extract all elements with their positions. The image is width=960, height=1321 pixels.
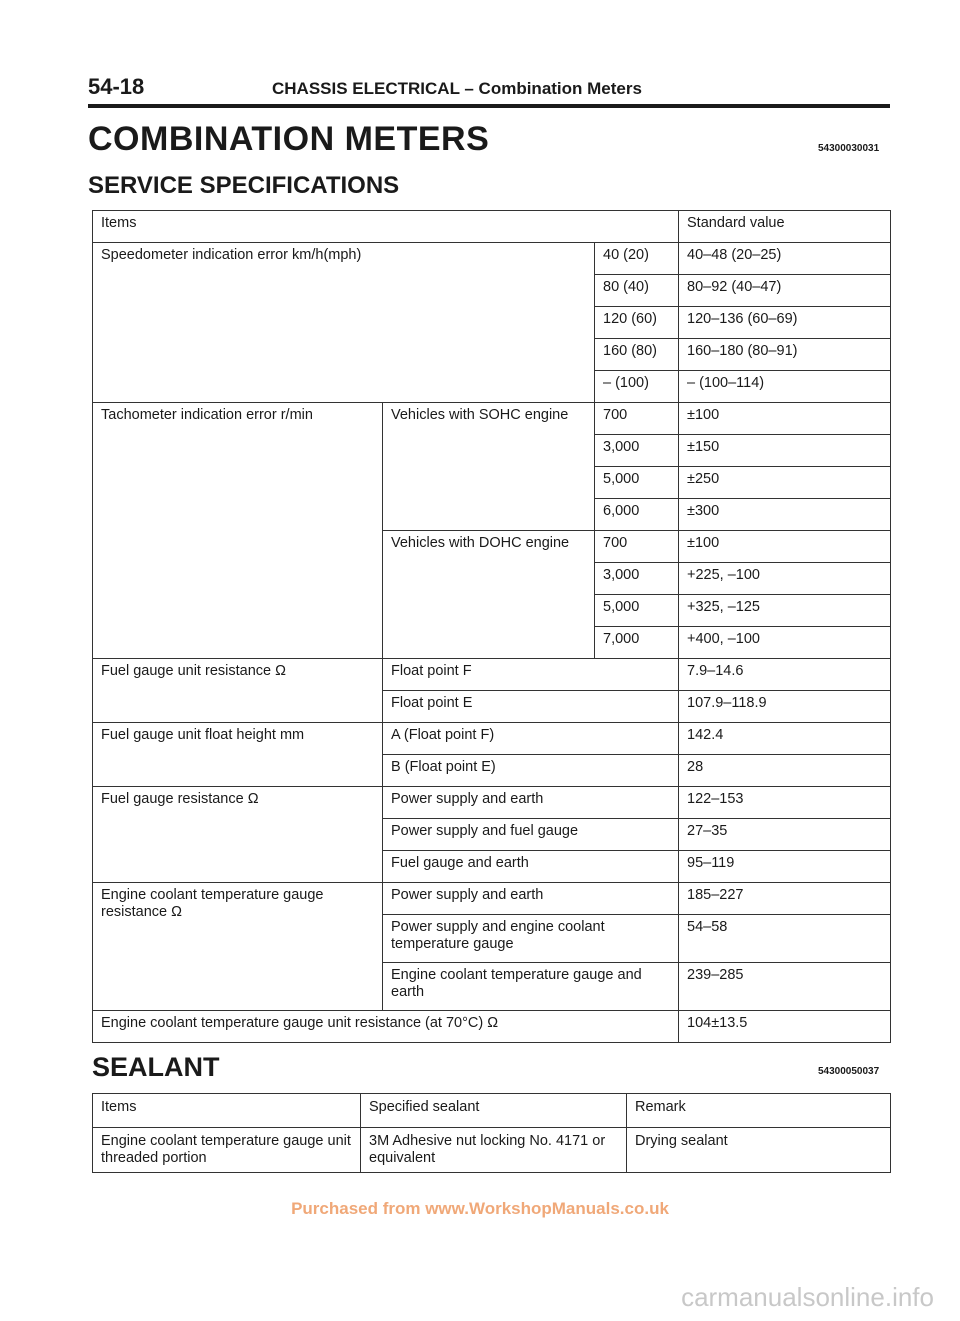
cell: 700	[595, 531, 679, 563]
sealant-title: SEALANT	[92, 1052, 220, 1082]
header-remark: Remark	[627, 1094, 891, 1128]
cell: 6,000	[595, 499, 679, 531]
table-header-row	[93, 1094, 891, 1128]
cell: 54–58	[679, 915, 891, 963]
cell: ±100	[679, 531, 891, 563]
cell: 3M Adhesive nut locking No. 4171 or equivalent	[361, 1128, 627, 1173]
dohc-label: Vehicles with DOHC engine	[383, 531, 595, 659]
table-row	[93, 403, 891, 435]
page-number: 54-18	[88, 74, 145, 99]
cell: Power supply and earth	[383, 883, 679, 915]
cell: ±300	[679, 499, 891, 531]
cell: B (Float point E)	[383, 755, 679, 787]
service-specifications-table	[92, 210, 891, 1043]
cell: Power supply and engine coolant temperature gauge	[383, 915, 679, 963]
table-row	[93, 659, 891, 691]
cell: 122–153	[679, 787, 891, 819]
cell: 80–92 (40–47)	[679, 275, 891, 307]
table-row	[93, 723, 891, 755]
cell: 104±13.5	[679, 1011, 891, 1043]
cell: 3,000	[595, 563, 679, 595]
cell: Float point F	[383, 659, 679, 691]
cell: +325, –125	[679, 595, 891, 627]
cell: 28	[679, 755, 891, 787]
tachometer-label: Tachometer indication error r/min	[93, 403, 383, 659]
cell: 142.4	[679, 723, 891, 755]
table-row	[93, 243, 891, 275]
cell: +400, –100	[679, 627, 891, 659]
cell: 107.9–118.9	[679, 691, 891, 723]
section-code: 54300030031	[818, 143, 880, 154]
cell: ±250	[679, 467, 891, 499]
cell: A (Float point F)	[383, 723, 679, 755]
cell: 185–227	[679, 883, 891, 915]
fuel-unit-resistance-label: Fuel gauge unit resistance Ω	[93, 659, 383, 723]
cell: 40–48 (20–25)	[679, 243, 891, 275]
cell: 120–136 (60–69)	[679, 307, 891, 339]
watermark-text: Purchased from www.WorkshopManuals.co.uk	[291, 1199, 669, 1218]
coolant-gauge-resistance-label: Engine coolant temperature gauge resistance Ω	[93, 883, 383, 1011]
header-specified-sealant: Specified sealant	[361, 1094, 627, 1128]
cell: – (100)	[595, 371, 679, 403]
cell: Drying sealant	[627, 1128, 891, 1173]
sohc-label: Vehicles with SOHC engine	[383, 403, 595, 531]
cell: 160–180 (80–91)	[679, 339, 891, 371]
footer-site-text: carmanualsonline.info	[681, 1282, 934, 1312]
section-title: COMBINATION METERS	[88, 120, 490, 158]
header-standard-value: Standard value	[679, 211, 891, 243]
cell: Power supply and earth	[383, 787, 679, 819]
cell: 27–35	[679, 819, 891, 851]
cell: – (100–114)	[679, 371, 891, 403]
cell: +225, –100	[679, 563, 891, 595]
cell: 3,000	[595, 435, 679, 467]
cell: ±100	[679, 403, 891, 435]
cell: Engine coolant temperature gauge and earth	[383, 963, 679, 1011]
table-row	[93, 1011, 891, 1043]
cell: ±150	[679, 435, 891, 467]
table-row	[93, 1128, 891, 1173]
cell: 5,000	[595, 467, 679, 499]
cell: 160 (80)	[595, 339, 679, 371]
fuel-gauge-resistance-label: Fuel gauge resistance Ω	[93, 787, 383, 883]
cell: 95–119	[679, 851, 891, 883]
cell: Float point E	[383, 691, 679, 723]
speedometer-label: Speedometer indication error km/h(mph)	[93, 243, 595, 403]
cell: 700	[595, 403, 679, 435]
sealant-table	[92, 1093, 891, 1173]
cell: Fuel gauge and earth	[383, 851, 679, 883]
table-row	[93, 883, 891, 915]
coolant-unit-resistance-label: Engine coolant temperature gauge unit resistance (at 70°C) Ω	[93, 1011, 679, 1043]
sealant-code: 54300050037	[818, 1066, 880, 1077]
cell: 7,000	[595, 627, 679, 659]
cell: 239–285	[679, 963, 891, 1011]
cell: Power supply and fuel gauge	[383, 819, 679, 851]
fuel-float-height-label: Fuel gauge unit float height mm	[93, 723, 383, 787]
cell: Engine coolant temperature gauge unit threaded portion	[93, 1128, 361, 1173]
cell: 5,000	[595, 595, 679, 627]
page-header	[88, 74, 890, 108]
header-items: Items	[93, 1094, 361, 1128]
cell: 40 (20)	[595, 243, 679, 275]
cell: 120 (60)	[595, 307, 679, 339]
table-header-row	[93, 211, 891, 243]
cell: 80 (40)	[595, 275, 679, 307]
table-row	[93, 787, 891, 819]
header-items: Items	[93, 211, 679, 243]
running-title: CHASSIS ELECTRICAL – Combination Meters	[272, 79, 642, 98]
service-specs-title: SERVICE SPECIFICATIONS	[88, 172, 400, 199]
header-rule	[88, 104, 890, 108]
cell: 7.9–14.6	[679, 659, 891, 691]
